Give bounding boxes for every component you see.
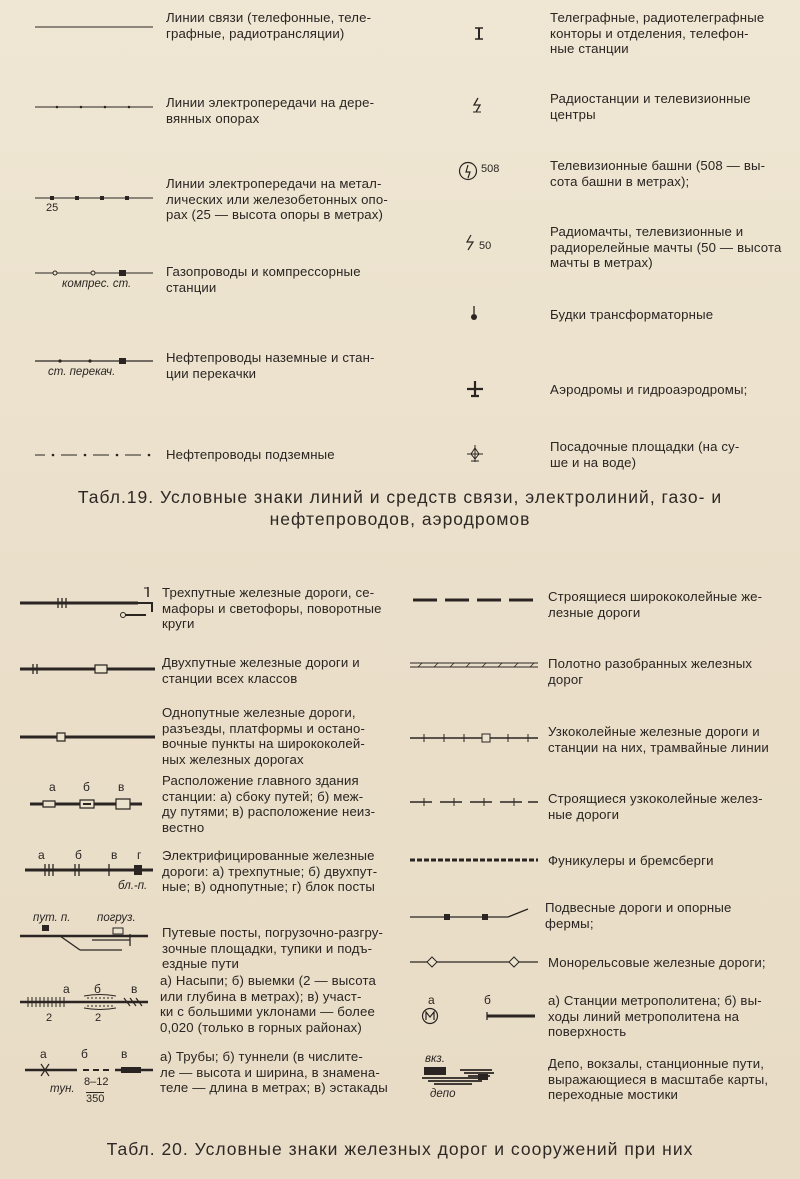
symbol-label: 50 xyxy=(479,240,492,252)
legend-text: Путевые посты, погрузочно-разгру- зочные площадки, тупики и подъ- ездные пути xyxy=(162,925,384,971)
legend-text: Линии связи (телефонные, теле- графные, радиотрансляции) xyxy=(166,10,372,41)
symbol-label: 2 xyxy=(95,1012,102,1024)
symbol-label: б xyxy=(83,780,90,794)
legend-text: а) Станции метрополитена; б) вы- ходы линий метрополитена на поверхность xyxy=(548,993,762,1039)
legend-text: Газопроводы и компрессорные станции xyxy=(166,264,361,295)
narrow-gauge-railway-symbol xyxy=(410,731,540,745)
legend-text: Монорельсовые железные дороги; xyxy=(548,955,766,970)
legend-text: Будки трансформаторные xyxy=(550,307,714,322)
symbol-label: пут. п. xyxy=(33,912,71,924)
symbol-label: а xyxy=(38,848,45,862)
monorail-symbol xyxy=(410,955,540,969)
legend-text: Расположение главного здания станции: а) сбоку путей; б) меж- ду путями; в) расположение неиз- вестно xyxy=(162,773,376,835)
oil-pipeline-underground-symbol xyxy=(35,450,155,460)
symbol-label: 2 xyxy=(46,1012,53,1024)
symbol-label: б xyxy=(81,1047,88,1061)
legend-text: Телевизионные башни (508 — вы- сота башни в метрах); xyxy=(550,158,766,189)
station-building-symbol xyxy=(30,797,145,811)
symbol-label: 8–12 xyxy=(84,1076,109,1088)
transformer-booth-icon xyxy=(469,305,479,323)
symbol-label: а xyxy=(63,982,70,996)
legend-text: а) Трубы; б) туннели (в числите- ле — высота и ширина, в знамена- теле — длина в метрах; в) эстакады xyxy=(160,1049,388,1095)
symbol-label: погруз. xyxy=(97,912,136,924)
tv-tower-icon xyxy=(457,160,479,182)
symbol-label: в xyxy=(131,982,138,996)
legend-text: Радиостанции и телевизионные центры xyxy=(550,91,751,122)
legend-text: а) Насыпи; б) выемки (2 — высота или глубина в метрах); в) участ- ки с большими уклонами — более 0,020 (только в горных районах) xyxy=(160,973,376,1035)
legend-text: Трехпутные железные дороги, се- мафоры и светофоры, поворотные круги xyxy=(162,585,382,631)
radio-station-icon xyxy=(470,97,484,113)
oil-pipeline-surface-symbol xyxy=(35,356,155,366)
symbol-label: ст. перекач. xyxy=(48,366,116,378)
symbol-label: а xyxy=(40,1047,47,1061)
legend-text: Посадочные площадки (на су- ше и на воде) xyxy=(550,439,740,470)
legend-text: Полотно разобранных железных дорог xyxy=(548,656,753,687)
symbol-label: 25 xyxy=(46,202,59,214)
single-track-railway-symbol xyxy=(20,730,160,744)
triple-track-railway-symbol xyxy=(20,585,160,625)
symbol-label: вкз. xyxy=(425,1053,445,1065)
symbol-label: 350 xyxy=(86,1093,105,1105)
radio-mast-icon xyxy=(464,234,476,252)
legend-text: Электрифицированные железные дороги: а) трехпутные; б) двухпут- ные; в) однопутные; г) блок посты xyxy=(162,848,378,894)
table20-caption: Табл. 20. Условные знаки железных дорог и сооружений при них xyxy=(106,1139,694,1159)
electrified-railway-symbol xyxy=(25,862,155,878)
dismantled-railway-symbol xyxy=(410,660,540,670)
legend-text: Фуникулеры и бремсберги xyxy=(548,853,714,868)
legend-text: Нефтепроводы наземные и стан- ции перекачки xyxy=(166,350,375,381)
embankment-symbol xyxy=(20,994,150,1010)
legend-text: Подвесные дороги и опорные фермы; xyxy=(545,900,732,931)
legend-text: Строящиеся узкоколейные желез- ные дороги xyxy=(548,791,763,822)
symbol-label: б xyxy=(75,848,82,862)
aerial-ropeway-symbol xyxy=(410,905,540,921)
symbol-label: в xyxy=(111,848,118,862)
legend-text: Строящиеся ширококолейные же- лезные дороги xyxy=(548,589,763,620)
broad-gauge-construction-symbol xyxy=(413,596,538,604)
communication-line-symbol xyxy=(35,22,155,32)
symbol-label: г xyxy=(137,848,142,862)
metro-station-icon xyxy=(421,1007,439,1025)
legend-text: Узкоколейные железные дороги и станции на них, трамвайные линии xyxy=(548,724,769,755)
metro-exit-symbol xyxy=(485,1010,537,1022)
legend-text: Однопутные железные дороги, разъезды, платформы и останo- вочные пункты на ширококолей- ных железных дорогах xyxy=(162,705,366,767)
landing-site-icon xyxy=(465,444,485,464)
power-line-wood-symbol xyxy=(35,102,155,112)
narrow-gauge-construction-symbol xyxy=(410,796,540,808)
symbol-label: а xyxy=(49,780,56,794)
symbol-label: бл.-п. xyxy=(118,880,148,892)
legend-text: Двухпутные железные дороги и станции всех классов xyxy=(162,655,360,686)
double-track-railway-symbol xyxy=(20,662,160,676)
legend-text: Депо, вокзалы, станционные пути, выражающиеся в масштабе карты, переходные мостики xyxy=(548,1056,769,1102)
legend-text: Радиомачты, телевизионные и радиорелейные мачты (50 — высота мачты в метрах) xyxy=(550,224,782,270)
symbol-label: компрес. ст. xyxy=(62,278,132,290)
symbol-label: б xyxy=(94,982,101,996)
symbol-label: в xyxy=(121,1047,128,1061)
symbol-label: б xyxy=(484,993,491,1007)
track-post-symbol xyxy=(20,922,160,954)
legend-text: Линии электропередачи на дере- вянных опорах xyxy=(166,95,375,126)
symbol-label: а xyxy=(428,993,435,1007)
depot-station-symbol xyxy=(420,1066,500,1088)
legend-text: Аэродромы и гидроаэродромы; xyxy=(550,382,748,397)
funicular-symbol xyxy=(410,855,540,865)
symbol-label: 508 xyxy=(481,163,500,175)
telegraph-office-icon xyxy=(472,26,486,42)
symbol-label: тун. xyxy=(50,1083,75,1095)
gas-pipeline-symbol xyxy=(35,268,155,278)
legend-text: Линии электропередачи на метал- лических или железобетонных опо- рах (25 — высота опоры в метрах) xyxy=(166,176,388,222)
symbol-label: в xyxy=(118,780,125,794)
table19-caption-line2: нефтепроводов, аэродромов xyxy=(269,509,531,529)
legend-text: Телеграфные, радиотелеграфные конторы и отделения, телефон- ные станции xyxy=(550,10,765,56)
legend-text: Нефтепроводы подземные xyxy=(166,447,335,462)
table19-caption-line1: Табл.19. Условные знаки линий и средств связи, электролиний, газо- и xyxy=(77,487,723,507)
airfield-icon xyxy=(465,380,485,398)
symbol-label: депо xyxy=(430,1088,456,1100)
